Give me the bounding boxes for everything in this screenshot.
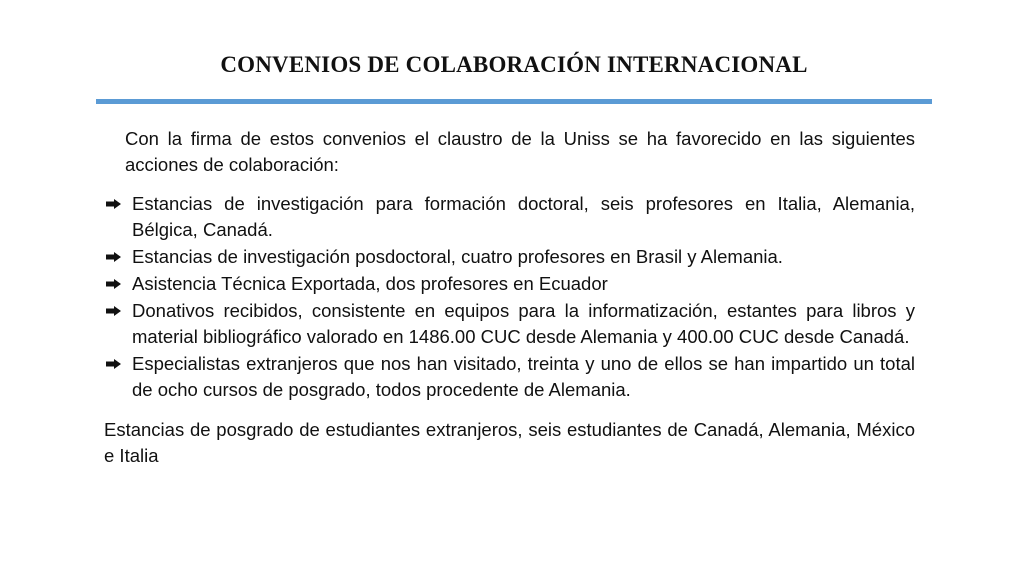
hand-pointer-icon [104,352,122,376]
bullet-item [104,271,915,297]
hand-pointer-icon [104,192,122,216]
bullet-text: Especialistas extranjeros que nos han visitado, treinta y uno de ellos se han impartido un total de ocho cursos de posgrado, todos procedente de Alemania. [132,353,915,400]
bullet-item [104,298,915,350]
bullet-text: Donativos recibidos, consistente en equipos para la informatización, estantes para libros y material bibliográfico valorado en 1486.00 CUC desde Alemania y 400.00 CUC desde Canadá. [132,300,915,347]
title-underline [96,99,932,104]
slide-title: CONVENIOS DE COLABORACIÓN INTERNACIONAL [220,52,808,77]
bullet-item [104,244,915,270]
intro-paragraph: Con la firma de estos convenios el claustro de la Uniss se ha favorecido en las siguientes acciones de colaboración: [125,128,915,175]
bullet-text: Asistencia Técnica Exportada, dos profesores en Ecuador [132,273,608,294]
bullet-item [104,351,915,403]
slide-body [104,126,915,469]
bullet-item [104,191,915,243]
bullet-text: Estancias de investigación para formación doctoral, seis profesores en Italia, Alemania, Bélgica, Canadá. [132,193,915,240]
hand-pointer-icon [104,245,122,269]
bullet-text: Estancias de investigación posdoctoral, cuatro profesores en Brasil y Alemania. [132,246,783,267]
hand-pointer-icon [104,272,122,296]
closing-paragraph: Estancias de posgrado de estudiantes extranjeros, seis estudiantes de Canadá, Alemania, México e Italia [104,419,915,466]
hand-pointer-icon [104,299,122,323]
bullet-list [104,191,915,403]
